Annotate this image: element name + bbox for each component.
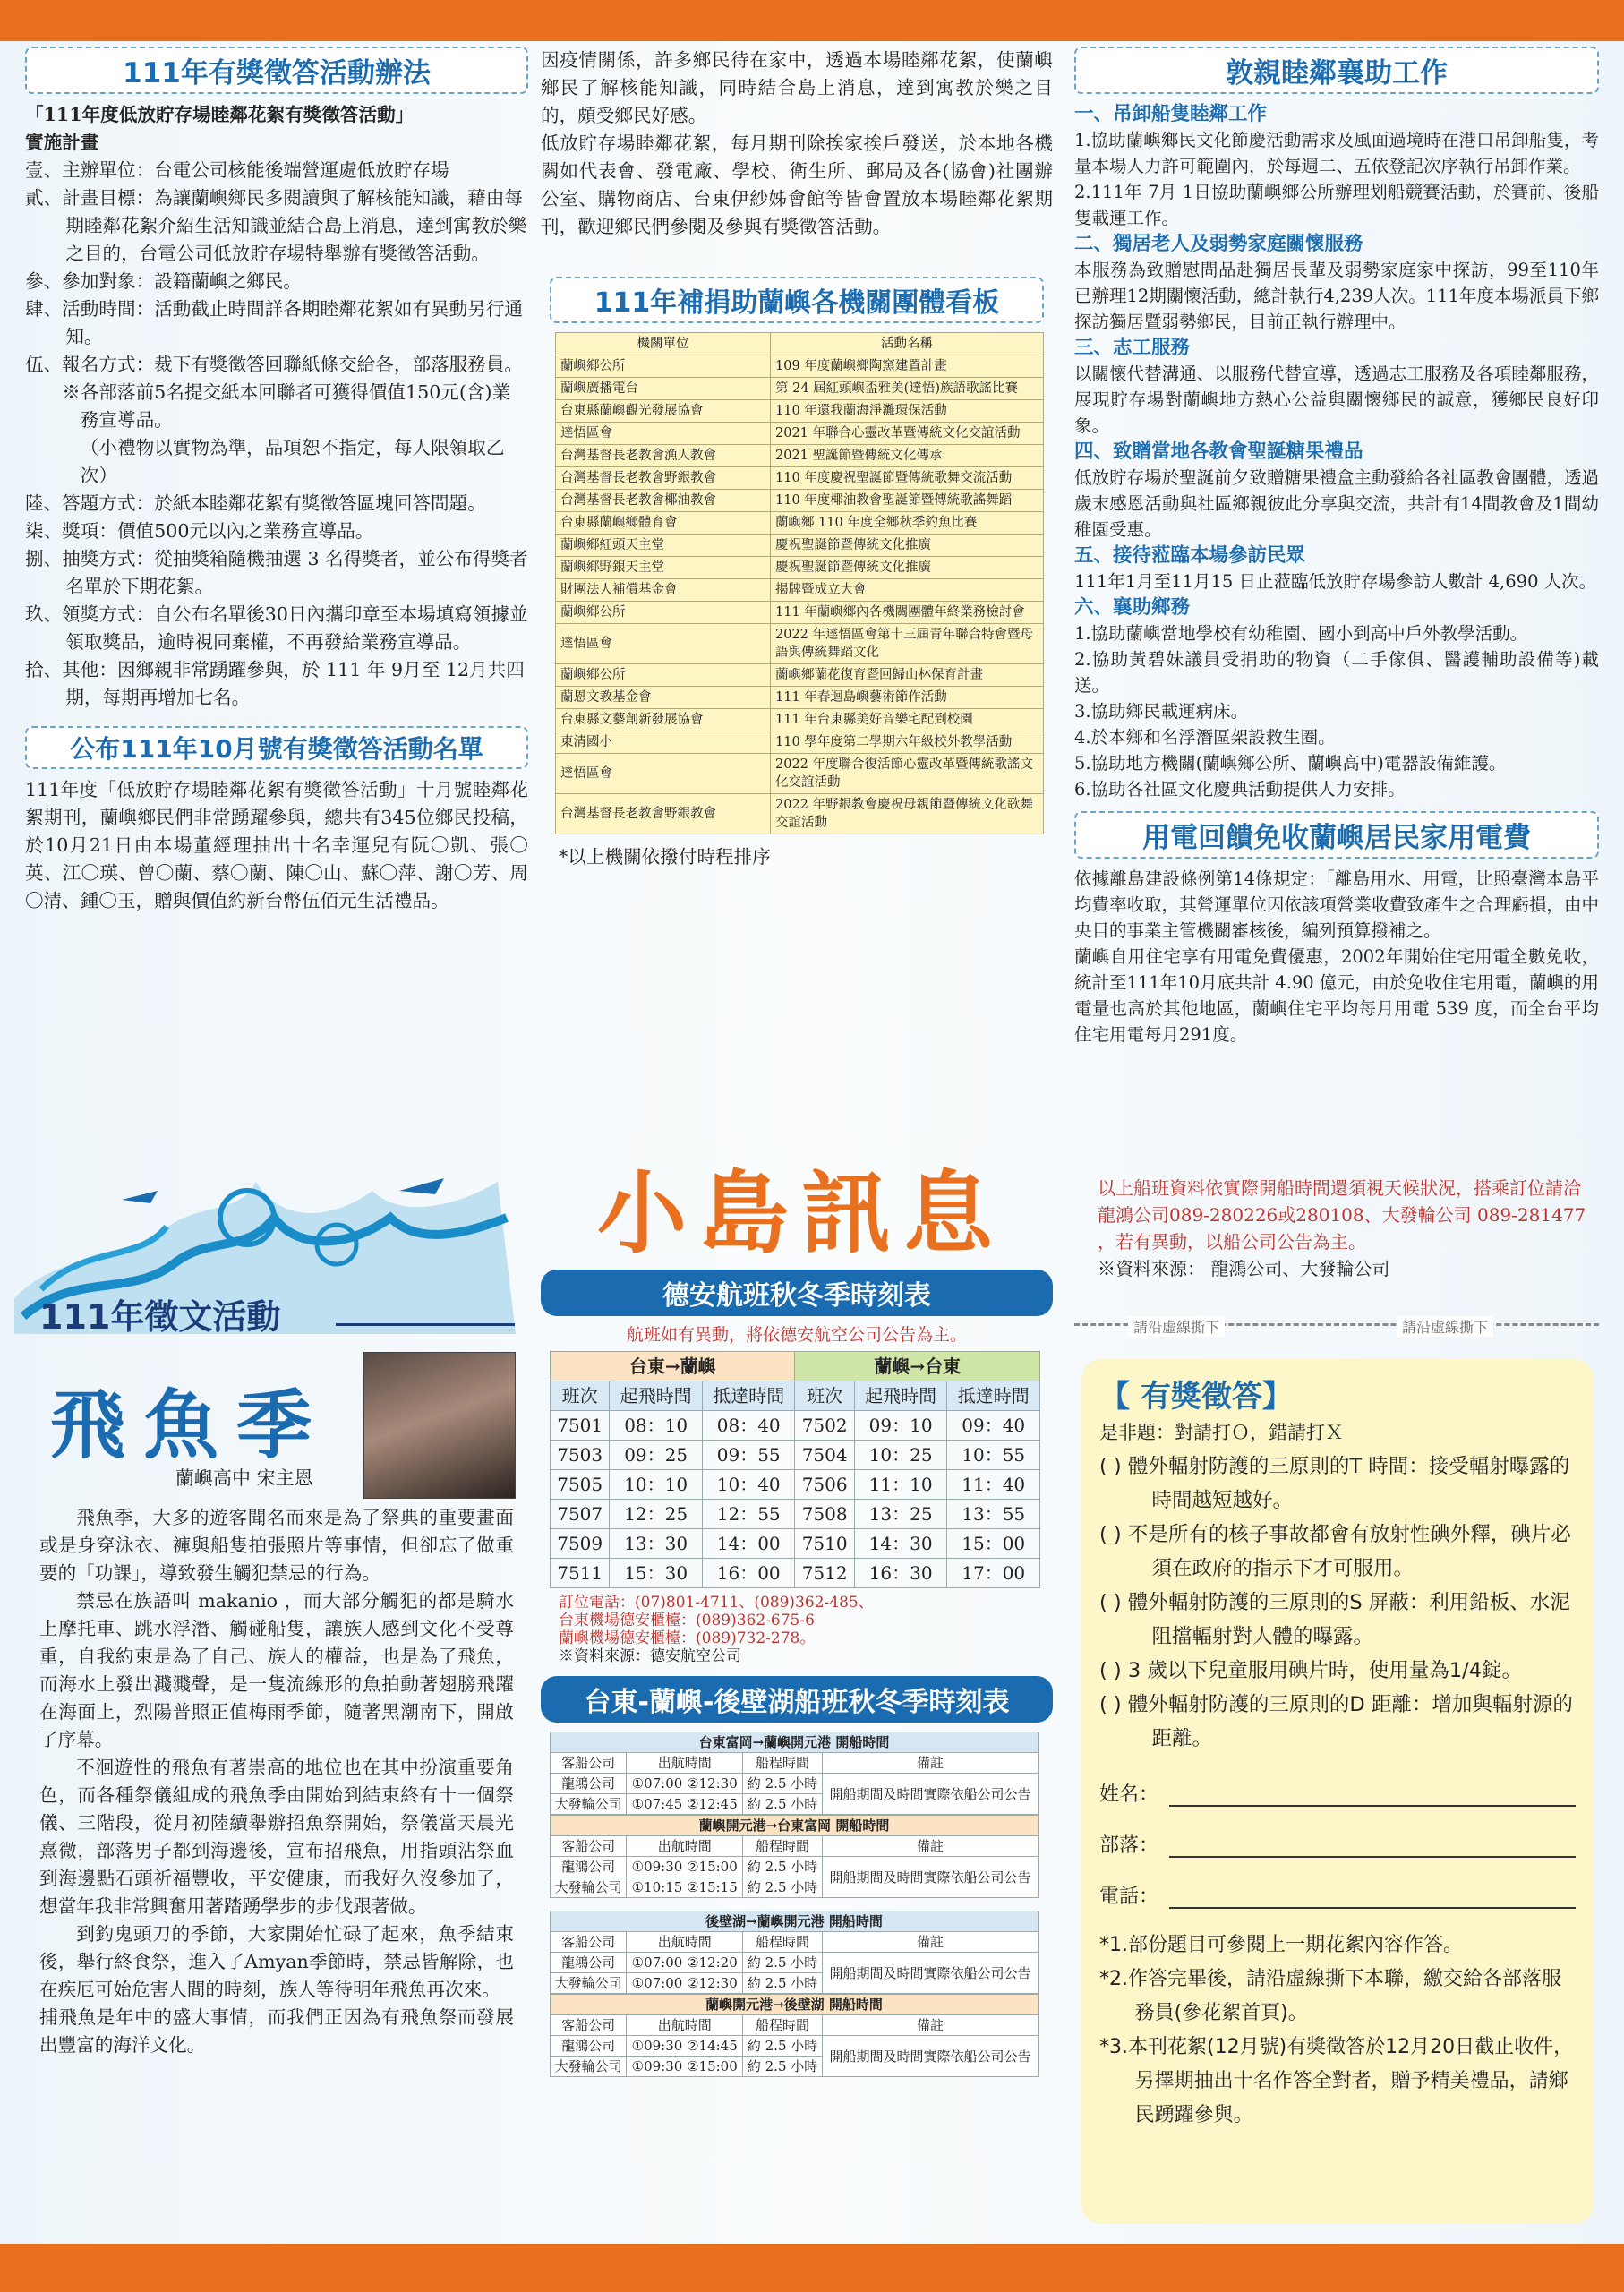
table-cell: 慶祝聖誕節暨傳統文化推廣 (771, 535, 1044, 557)
quiz-note: *1.部份題目可參閱上一期花絮內容作答。 (1099, 1934, 1463, 1956)
table-cell: 台灣基督長老教會野銀教會 (556, 467, 771, 490)
flight-cell: 09：10 (854, 1411, 947, 1441)
ship-duration: 約 2.5 小時 (743, 1877, 823, 1898)
phone-field[interactable] (1099, 1881, 1576, 1909)
ship-times: ①07:00 ②12:30 (627, 1973, 743, 1994)
table-cell: 111 年台東縣美好音樂宅配到校園 (771, 709, 1044, 731)
flight-cell: 10：40 (702, 1470, 795, 1500)
heading-quiz-rules: 111年有獎徵答活動辦法 (25, 47, 528, 94)
rule-item: 貳、計畫目標：為讓蘭嶼鄉民多閱讀與了解核能知識，藉由每期睦鄰花絮介紹生活知識並結合島上消息，達到寓教於樂之目的，台電公司低放貯存場特舉辦有獎徵答活動。 (25, 187, 527, 264)
ship-notice: 以上船班資料依實際開船時間還須視天候狀況，搭乘訂位請洽龍鴻公司089-280226或280108、大發輪公司 089-281477 ，若有異動，以船公司公告為主。 (1098, 1177, 1586, 1253)
ship-times: ①07:00 ②12:30 (627, 1774, 743, 1794)
table-row (556, 445, 1044, 467)
flight-cell: 7501 (551, 1411, 610, 1441)
flight-cell: 7503 (551, 1441, 610, 1470)
flight-row (551, 1441, 1040, 1470)
flight-row (551, 1470, 1040, 1500)
intro-text-2: 低放貯存場睦鄰花絮，每月期刊除挨家挨戶發送，於本地各機關如代表會、發電廠、學校、衛生所、郵局及各(協會)社團辦公室、購物商店、台東伊紗姊會館等皆會置放本場睦鄰花絮期刊，歡迎鄉民們參閱及參與有獎徵答活動。 (541, 133, 1053, 237)
ship-header-row (551, 1995, 1039, 2015)
table-cell: 111 年蘭嶼鄉內各機關團體年終業務檢討會 (771, 602, 1044, 624)
flight-phone: 蘭嶼機場德安櫃檯：(089)732-278。 (559, 1629, 816, 1647)
ship-col-header: 出航時間 (627, 1932, 743, 1953)
flight-cell: 15：30 (610, 1559, 703, 1588)
flight-cell: 13：55 (947, 1500, 1040, 1529)
table-cell: 110 年還我蘭海淨灘環保活動 (771, 400, 1044, 423)
table-row (556, 400, 1044, 423)
power-text-2: 蘭嶼自用住宅享有用電免費優惠，2002年開始住宅用電全數免收，統計至111年10月底共計 4.90 億元，由於免收住宅用電，蘭嶼的用電量也高於其他地區，蘭嶼住宅平均每月用電 539 度，而全台平均住宅用電每月291度。 (1074, 946, 1599, 1045)
section-big-title: 小島訊息 (597, 1161, 1005, 1266)
aid-body: 1.協助蘭嶼鄉民文化節慶活動需求及風面過境時在港口吊卸船隻，考量本場人力許可範圍內，於每週二、五依登記次序執行吊卸作業。 2.111年 7月 1日協助蘭嶼鄉公所辦理划船競賽活動，於賽前、後船隻載運工作。 (1074, 130, 1599, 228)
table-row (556, 490, 1044, 512)
rule-note: （小禮物以實物為準，品項恕不指定，每人限領取乙次） (80, 437, 505, 486)
table-row (556, 664, 1044, 687)
ship-company: 大發輪公司 (551, 1794, 627, 1815)
flight-cell: 16：00 (702, 1559, 795, 1588)
ship-times: ①07:45 ②12:45 (627, 1794, 743, 1815)
table-cell: 達悟區會 (556, 423, 771, 445)
quiz-note: *2.作答完畢後，請沿虛線撕下本聯，繳交給各部落服務員(參花絮首頁)。 (1099, 1968, 1561, 2024)
ship-times: ①09:30 ②14:45 (627, 2036, 743, 2057)
quiz-question[interactable]: ( ) 3 歲以下兒童服用碘片時，使用量為1/4錠。 (1099, 1659, 1523, 1682)
column-left (25, 47, 528, 915)
table-cell: 110 學年度第二學期六年級校外教學活動 (771, 731, 1044, 754)
flight-cell: 16：30 (854, 1559, 947, 1588)
flight-cell: 11：10 (854, 1470, 947, 1500)
ship-remark: 開船期間及時間實際依船公司公告 (822, 1857, 1038, 1898)
flight-phone: 台東機場德安櫃檯：(089)362-675-6 (559, 1612, 815, 1629)
flight-cell: 7505 (551, 1470, 610, 1500)
table-cell: 達悟區會 (556, 754, 771, 794)
table-row (556, 687, 1044, 709)
flight-heading: 德安航班秋冬季時刻表 (541, 1270, 1053, 1316)
ship-col-header: 船程時間 (743, 1753, 823, 1774)
table-cell: 蘭恩文教基金會 (556, 687, 771, 709)
ship-duration: 約 2.5 小時 (743, 1774, 823, 1794)
flight-cell: 10：25 (854, 1441, 947, 1470)
table-row (556, 355, 1044, 378)
flight-cell: 7510 (795, 1529, 854, 1559)
flight-cell: 17：00 (947, 1559, 1040, 1588)
top-bar (0, 0, 1624, 41)
essay-title: 飛魚季 (50, 1381, 330, 1469)
ship-route: 後壁湖→蘭嶼開元港 開船時間 (551, 1911, 1039, 1932)
ship-remark: 開船期間及時間實際依船公司公告 (822, 1953, 1038, 1994)
ship-col-header: 備註 (822, 2015, 1038, 2036)
flight-cell: 14：30 (854, 1529, 947, 1559)
tribe-line[interactable] (1169, 1838, 1576, 1858)
ship-remark: 開船期間及時間實際依船公司公告 (822, 1774, 1038, 1815)
title-underline (336, 1323, 515, 1326)
ship-col-header: 船程時間 (743, 2015, 823, 2036)
ship-table (550, 1911, 1039, 1994)
ship-company: 大發輪公司 (551, 1877, 627, 1898)
cut-label: 請沿虛線撕下 (1128, 1316, 1225, 1337)
table-cell: 110 年度椰油教會聖誕節暨傳統歌謠舞蹈 (771, 490, 1044, 512)
ship-source: ※資料來源： 龍鴻公司、大發輪公司 (1098, 1258, 1390, 1279)
flight-source: ※資料來源：德安航空公司 (559, 1647, 741, 1665)
flight-cell: 12：55 (702, 1500, 795, 1529)
flight-col-header: 起飛時間 (610, 1381, 703, 1411)
table-row (556, 794, 1044, 834)
ship-col-header: 出航時間 (627, 1836, 743, 1857)
essay-paragraph: 飛魚季，大多的遊客聞名而來是為了祭典的重要畫面或是身穿泳衣、褲與船隻拍張照片等事情，但卻忘了做重要的「功課」，導致發生觸犯禁忌的行為。 (39, 1507, 514, 1584)
quiz-card (1081, 1359, 1594, 2224)
table-note: *以上機關依撥付時程排序 (559, 846, 771, 868)
phone-line[interactable] (1169, 1889, 1576, 1909)
table-cell: 蘭嶼鄉紅頭天主堂 (556, 535, 771, 557)
flight-direction: 蘭嶼→台東 (795, 1352, 1040, 1381)
table-cell: 達悟區會 (556, 624, 771, 664)
ship-route: 蘭嶼開元港→後壁湖 開船時間 (551, 1995, 1039, 2015)
table-cell: 台灣基督長老教會漁人教會 (556, 445, 771, 467)
flight-cell: 7508 (795, 1500, 854, 1529)
ship-col-header: 客船公司 (551, 1932, 627, 1953)
table-row (556, 512, 1044, 535)
flight-cell: 7509 (551, 1529, 610, 1559)
table-row (556, 731, 1044, 754)
rule-item: 壹、主辦單位：台電公司核能後端營運處低放貯存場 (25, 159, 449, 181)
flight-row (551, 1559, 1040, 1588)
table-row (556, 602, 1044, 624)
table-row (556, 535, 1044, 557)
flight-phone: 訂位電話：(07)801-4711、(089)362-485、 (559, 1594, 874, 1612)
flight-cell: 08：40 (702, 1411, 795, 1441)
ship-heading: 台東-蘭嶼-後壁湖船班秋冬季時刻表 (541, 1676, 1053, 1723)
flight-cell: 7507 (551, 1500, 610, 1529)
aid-heading: 六、襄助鄉務 (1074, 596, 1191, 619)
flight-col-header: 起飛時間 (854, 1381, 947, 1411)
quiz-question[interactable]: ( ) 不是所有的核子事故都會有放射性碘外釋，碘片必須在政府的指示下才可服用。 (1099, 1523, 1571, 1580)
table-row (556, 754, 1044, 794)
table-cell: 財團法人補償基金會 (556, 579, 771, 602)
aid-heading: 三、志工服務 (1074, 337, 1191, 359)
ship-col-row (551, 2015, 1039, 2036)
name-field[interactable] (1099, 1779, 1576, 1807)
flight-cell: 10：55 (947, 1441, 1040, 1470)
flight-col-header: 班次 (795, 1381, 854, 1411)
flight-direction: 台東→蘭嶼 (551, 1352, 795, 1381)
aid-body: 本服務為致贈慰問品赴獨居長輩及弱勢家庭家中探訪，99至110年已辦理12期關懷活動，總計執行4,239人次。111年度本場派員下鄉探訪獨居暨弱勢鄉民，目前正執行辦理中。 (1074, 260, 1599, 332)
table-cell: 台灣基督長老教會野銀教會 (556, 794, 771, 834)
flight-cell: 14：00 (702, 1529, 795, 1559)
table-row (556, 557, 1044, 579)
table-cell: 台東縣蘭嶼觀光發展協會 (556, 400, 771, 423)
heading-power: 用電回饋免收蘭嶼居民家用電費 (1074, 811, 1599, 859)
ship-company: 龍鴻公司 (551, 2036, 627, 2057)
table-row (556, 709, 1044, 731)
heading-donations: 111年補捐助蘭嶼各機關團體看板 (550, 277, 1044, 323)
ship-times: ①09:30 ②15:00 (627, 1857, 743, 1877)
ship-col-row (551, 1836, 1039, 1857)
table-cell: 109 年度蘭嶼鄉陶窯建置計畫 (771, 355, 1044, 378)
rule-item: 拾、其他：因鄉親非常踴躍參與，於 111 年 9月至 12月共四期，每期再增加七名。 (25, 659, 525, 708)
aid-body: 111年1月至11月15 日止蒞臨低放貯存場參訪人數計 4,690 人次。 (1074, 571, 1597, 592)
ship-table (550, 1732, 1039, 1815)
ship-route: 台東富岡→蘭嶼開元港 開船時間 (551, 1732, 1039, 1753)
column-right (1074, 47, 1599, 1048)
table-row (556, 423, 1044, 445)
table-cell: 東清國小 (556, 731, 771, 754)
flight-cell: 13：30 (610, 1529, 703, 1559)
flight-cell: 08：10 (610, 1411, 703, 1441)
flight-section (541, 1270, 1053, 2077)
table-header: 機關單位 (556, 333, 771, 355)
ship-duration: 約 2.5 小時 (743, 2057, 823, 2077)
essay-body (39, 1504, 514, 2059)
ship-row (551, 1857, 1039, 1877)
bottom-bar (0, 2244, 1624, 2292)
table-cell: 蘭嶼鄉公所 (556, 355, 771, 378)
power-text-1: 依據離島建設條例第14條規定：「離島用水、用電，比照臺灣本島平均費率收取，其營運單位因依該項營業收費致產生之合理虧損，由中央目的事業主管機關審核後，編列預算撥補之。 (1074, 868, 1599, 941)
ship-col-row (551, 1932, 1039, 1953)
flight-cell: 10：10 (610, 1470, 703, 1500)
quiz-question[interactable]: ( ) 體外輻射防護的三原則的D 距離：增加與輻射源的距離。 (1099, 1693, 1573, 1750)
rule-item: 伍、報名方式：裁下有獎徵答回聯紙條交給各，部落服務員。 (25, 354, 524, 375)
table-header: 活動名稱 (771, 333, 1044, 355)
ship-duration: 約 2.5 小時 (743, 1953, 823, 1973)
essay-section-title: 111年徵文活動 (39, 1297, 281, 1337)
ship-duration: 約 2.5 小時 (743, 1857, 823, 1877)
rule-item: 玖、領獎方式：自公布名單後30日內攜印章至本場填寫領據並領取獎品，逾時視同棄權，不再發給業務宣導品。 (25, 603, 528, 653)
tribe-field[interactable] (1099, 1830, 1576, 1858)
rule-item: 參、參加對象：設籍蘭嶼之鄉民。 (25, 270, 302, 292)
table-cell: 台東縣蘭嶼鄉體育會 (556, 512, 771, 535)
ship-col-header: 出航時間 (627, 2015, 743, 2036)
aid-body: 1.協助蘭嶼當地學校有幼稚園、國小到高中戶外教學活動。 2.協助黃碧妹議員受捐助的物資（二手傢俱、醫護輔助設備等)載送。 3.協助鄉民載運病床。 4.於本鄉和名浮潛區架設救生圈。 5.協助地方機關(蘭嶼鄉公所、蘭嶼高中)電器設備維護。 6.協助各社區文化慶典活動提供人力安排。 (1074, 623, 1599, 800)
table-cell: 2022 年野銀教會慶祝母親節暨傳統文化歌舞交誼活動 (771, 794, 1044, 834)
ship-col-header: 客船公司 (551, 2015, 627, 2036)
flight-cell: 11：40 (947, 1470, 1040, 1500)
ship-table (550, 1815, 1039, 1898)
table-cell: 蘭嶼廣播電台 (556, 378, 771, 400)
quiz-rule: 是非題：對請打Ｏ，錯請打Ｘ (1099, 1422, 1344, 1443)
ship-duration: 約 2.5 小時 (743, 2036, 823, 2057)
table-cell: 揭牌暨成立大會 (771, 579, 1044, 602)
intro-text: 因疫情關係，許多鄉民待在家中，透過本場睦鄰花絮，使蘭嶼鄉民了解核能知識，同時結合島上消息，達到寓教於樂之目的，頗受鄉民好感。 (541, 49, 1053, 126)
table-row (556, 467, 1044, 490)
ship-company: 龍鴻公司 (551, 1953, 627, 1973)
rule-item: 陸、答題方式：於紙本睦鄰花絮有獎徵答區塊回答問題。 (25, 492, 486, 514)
ship-company: 龍鴻公司 (551, 1774, 627, 1794)
table-cell: 蘭嶼鄉蘭花復育暨回歸山林保育計畫 (771, 664, 1044, 687)
table-row (556, 579, 1044, 602)
ship-header-row (551, 1911, 1039, 1932)
column-middle (541, 47, 1053, 871)
flight-col-header: 抵達時間 (702, 1381, 795, 1411)
table-cell: 蘭嶼鄉公所 (556, 602, 771, 624)
ship-row (551, 1774, 1039, 1794)
table-cell: 2022 年達悟區會第十三屆青年聯合特會暨母語與傳統舞蹈文化 (771, 624, 1044, 664)
flight-col-header: 抵達時間 (947, 1381, 1040, 1411)
heading-winners: 公布111年10月號有獎徵答活動名單 (25, 726, 528, 769)
flight-cell: 7511 (551, 1559, 610, 1588)
quiz-question[interactable]: ( ) 體外輻射防護的三原則的T 時間：接受輻射曝露的時間越短越好。 (1099, 1455, 1570, 1512)
ship-route: 蘭嶼開元港→台東富岡 開船時間 (551, 1816, 1039, 1836)
flight-cell: 09：40 (947, 1411, 1040, 1441)
cut-label: 請沿虛線撕下 (1397, 1316, 1493, 1337)
heading-community-aid: 敦親睦鄰襄助工作 (1074, 47, 1599, 94)
flight-col-header: 班次 (551, 1381, 610, 1411)
ship-duration: 約 2.5 小時 (743, 1973, 823, 1994)
table-cell: 蘭嶼鄉公所 (556, 664, 771, 687)
flight-cell: 09：25 (610, 1441, 703, 1470)
tribe-label: 部落： (1099, 1834, 1159, 1857)
flight-row (551, 1500, 1040, 1529)
table-cell: 111 年春迴島嶼藝術節作活動 (771, 687, 1044, 709)
ship-notice-block (1098, 1175, 1595, 1282)
winners-text: 111年度「低放貯存場睦鄰花絮有獎徵答活動」十月號睦鄰花絮期刊，蘭嶼鄉民們非常踴躍參與，總共有345位鄉民投稿，於10月21日由本場董經理抽出十名幸運兒有阮〇凱、張〇英、江〇瑛、曾〇蘭、蔡〇蘭、陳〇山、蘇〇萍、謝〇芳、周〇清、鍾〇玉，贈與價值約新台幣伍佰元生活禮品。 (25, 779, 528, 911)
aid-heading: 二、獨居老人及弱勢家庭關懷服務 (1074, 233, 1363, 255)
ship-col-header: 備註 (822, 1836, 1038, 1857)
flight-cell: 7504 (795, 1441, 854, 1470)
ship-remark: 開船期間及時間實際依船公司公告 (822, 2036, 1038, 2077)
name-line[interactable] (1169, 1787, 1576, 1807)
flight-cell: 12：25 (610, 1500, 703, 1529)
rule-item: 捌、抽獎方式：從抽獎箱隨機抽選 3 名得獎者，並公布得獎者名單於下期花絮。 (25, 548, 528, 597)
ship-duration: 約 2.5 小時 (743, 1794, 823, 1815)
quiz-question[interactable]: ( ) 體外輻射防護的三原則的S 屏蔽：利用鉛板、水泥阻擋輻射對人體的曝露。 (1099, 1591, 1570, 1648)
ship-times: ①07:00 ②12:20 (627, 1953, 743, 1973)
ship-col-row (551, 1753, 1039, 1774)
essay-paragraph: 到釣鬼頭刀的季節，大家開始忙碌了起來，魚季結束後，舉行終食祭，進入了Amyan季節時，禁忌皆解除，也在疾厄可始危害人間的時刻，族人等待明年飛魚再次來。 (39, 1923, 514, 2000)
table-cell: 2021 年聯合心靈改革暨傳統文化交誼活動 (771, 423, 1044, 445)
phone-label: 電話： (1099, 1886, 1159, 1908)
quiz-activity-name: 「111年度低放貯存場睦鄰花絮有獎徵答活動」 (25, 104, 415, 125)
essay-paragraph: 不洄遊性的飛魚有著崇高的地位也在其中扮演重要角色，而各種祭儀組成的飛魚季由開始到結束終有十一個祭儀、三階段，從月初陸續舉辦招魚祭開始，祭儀當天晨光熹微，部落男子都到海邊後，宣布招飛魚，用指頭沾祭血到海邊點石頭祈福豐收，平安健康，而我好久沒參加了，想當年我非常興奮用著踏踴學步的步伐跟著做。 (39, 1757, 514, 1917)
quiz-note: *3.本刊花絮(12月號)有獎徵答於12月20日截止收件，另擇期抽出十名作答全對者，贈予精美禮品，請鄉民踴躍參與。 (1099, 2036, 1574, 2126)
ship-col-header: 備註 (822, 1753, 1038, 1774)
rule-note: ※各部落前5名提交紙本回聯者可獲得價值150元(含)業務宣導品。 (62, 381, 511, 431)
quiz-title: 【 有獎徵答】 (1099, 1379, 1293, 1415)
table-cell: 蘭嶼鄉 110 年度全鄉秋季釣魚比賽 (771, 512, 1044, 535)
flight-cell: 15：00 (947, 1529, 1040, 1559)
table-cell: 蘭嶼鄉野銀天主堂 (556, 557, 771, 579)
ship-times: ①10:15 ②15:15 (627, 1877, 743, 1898)
table-cell: 台東縣文藝創新發展協會 (556, 709, 771, 731)
ship-col-header: 出航時間 (627, 1753, 743, 1774)
donation-table (555, 332, 1044, 834)
aid-body: 以關懷代替溝通、以服務代替宣導，透過志工服務及各項睦鄰服務，展現貯存場對蘭嶼地方熱心公益與關懷鄉民的誠意，獲鄉民良好印象。 (1074, 363, 1599, 436)
aid-heading: 五、接待蒞臨本場參訪民眾 (1074, 544, 1306, 567)
ship-col-header: 客船公司 (551, 1836, 627, 1857)
rule-item: 肆、活動時間：活動截止時間詳各期睦鄰花絮如有異動另行通知。 (25, 298, 524, 347)
aid-heading: 四、致贈當地各教會聖誕糖果禮品 (1074, 440, 1363, 463)
table-cell: 110 年度慶祝聖誕節暨傳統歌舞交流活動 (771, 467, 1044, 490)
table-cell: 台灣基督長老教會椰油教會 (556, 490, 771, 512)
aid-heading: 一、吊卸船隻睦鄰工作 (1074, 103, 1268, 125)
table-cell: 慶祝聖誕節暨傳統文化推廣 (771, 557, 1044, 579)
flight-cell: 7512 (795, 1559, 854, 1588)
essay-paragraph: 禁忌在族語叫 makanio ，而大部分觸犯的都是騎水上摩托車、跳水浮潛、觸碰船隻，讓族人感到文化不受尊重，自我約束是為了自己、族人的權益，也是為了飛魚，而海水上發出濺濺聲，是一隻流線形的魚拍動著翅膀飛躍在海面上，烈陽普照正值梅雨季節，隨著黑潮南下，開啟了序幕。 (39, 1590, 514, 1750)
ship-col-header: 客船公司 (551, 1753, 627, 1774)
ship-company: 大發輪公司 (551, 1973, 627, 1994)
table-cell: 第 24 屆紅頭嶼盃雅美(達悟)族語歌謠比賽 (771, 378, 1044, 400)
ship-times: ①09:30 ②15:00 (627, 2057, 743, 2077)
essay-paragraph: 捕飛魚是年中的盛大事情，而我們正因為有飛魚祭而發展出豐富的海洋文化。 (39, 2006, 514, 2056)
flight-cell: 7502 (795, 1411, 854, 1441)
ship-row (551, 2036, 1039, 2057)
ship-header-row (551, 1732, 1039, 1753)
rule-item: 柒、獎項：價值500元以內之業務宣導品。 (25, 520, 374, 542)
ship-col-header: 船程時間 (743, 1836, 823, 1857)
table-row (556, 378, 1044, 400)
aid-body: 低放貯存場於聖誕前夕致贈糖果禮盒主動發給各社區教會團體，透過歲末感恩活動與社區鄉親彼此分享與交流，共計有14間教會及1間幼稚園受惠。 (1074, 467, 1599, 540)
flight-table (550, 1351, 1040, 1588)
ship-col-header: 船程時間 (743, 1932, 823, 1953)
author-photo (363, 1352, 516, 1499)
flight-row (551, 1529, 1040, 1559)
essay-author: 蘭嶼高中 宋主恩 (175, 1467, 313, 1489)
table-cell: 2021 聖誕節暨傳統文化傳承 (771, 445, 1044, 467)
flight-row (551, 1411, 1040, 1441)
name-label: 姓名： (1099, 1783, 1159, 1806)
table-row (556, 624, 1044, 664)
ship-row (551, 1953, 1039, 1973)
flight-cell: 7506 (795, 1470, 854, 1500)
ship-company: 大發輪公司 (551, 2057, 627, 2077)
table-cell: 2022 年度聯合復活節心靈改革暨傳統歌謠文化交誼活動 (771, 754, 1044, 794)
flight-cell: 13：25 (854, 1500, 947, 1529)
flight-cell: 09：55 (702, 1441, 795, 1470)
ship-company: 龍鴻公司 (551, 1857, 627, 1877)
ship-col-header: 備註 (822, 1932, 1038, 1953)
ship-table (550, 1994, 1039, 2077)
ship-header-row (551, 1816, 1039, 1836)
plan-label: 實施計畫 (25, 132, 99, 153)
flight-note: 航班如有異動，將依德安航空公司公告為主。 (626, 1325, 967, 1345)
